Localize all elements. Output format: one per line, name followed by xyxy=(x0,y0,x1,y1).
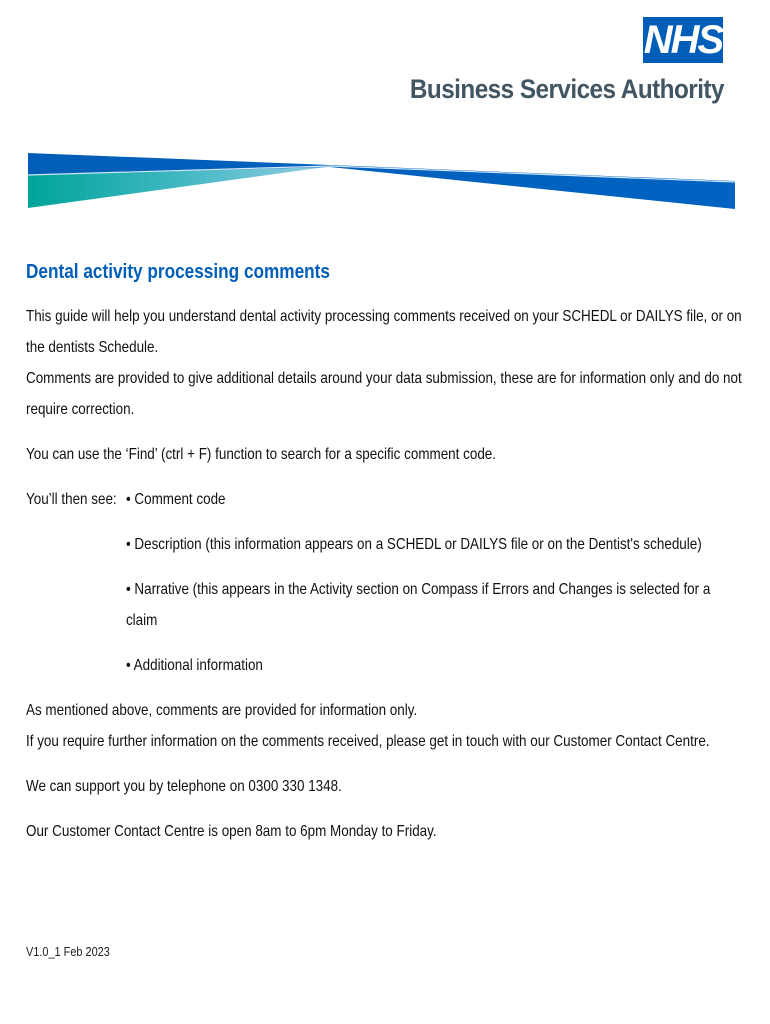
contact-text: If you require further information on the comments received, please get in touch with our Customer Contact Centre. xyxy=(26,733,710,750)
bullet-narrative: • Narrative (this appears in the Activity section on Compass if Errors and Changes is selected for a claim xyxy=(125,581,711,629)
bullet-comment-code: • Comment code xyxy=(125,491,226,508)
organisation-name: Business Services Authority xyxy=(409,74,724,104)
telephone-text: We can support you by telephone on 0300 330 1348. xyxy=(26,778,342,795)
intro-paragraph-1: This guide will help you understand dental activity processing comments received on your SCHEDL or DAILYS file, or on the dentists Schedule. xyxy=(26,308,742,356)
bullet-list xyxy=(126,529,744,681)
nhs-logo: NHS xyxy=(643,18,723,62)
intro-paragraph-2: Comments are provided to give additional details around your data submission, these are for information only and do not require correction. xyxy=(26,370,742,418)
then-see-row xyxy=(26,484,744,515)
find-tip: You can use the ‘Find’ (ctrl + F) function to search for a specific comment code. xyxy=(26,446,497,463)
bullet-additional-information: • Additional information xyxy=(125,657,263,674)
info-only-text: As mentioned above, comments are provided for information only. xyxy=(26,702,418,719)
opening-hours-text: Our Customer Contact Centre is open 8am to 6pm Monday to Friday. xyxy=(26,823,437,840)
bullet-description: • Description (this information appears on a SCHEDL or DAILYS file or on the Dentist's schedule) xyxy=(125,536,702,553)
then-see-label: You’ll then see: xyxy=(26,491,117,508)
document-title: Dental activity processing comments xyxy=(26,261,330,283)
document-body xyxy=(26,256,746,861)
body-text xyxy=(26,301,744,847)
version-footer: V1.0_1 Feb 2023 xyxy=(26,944,110,959)
header-swoosh-band xyxy=(0,145,770,220)
